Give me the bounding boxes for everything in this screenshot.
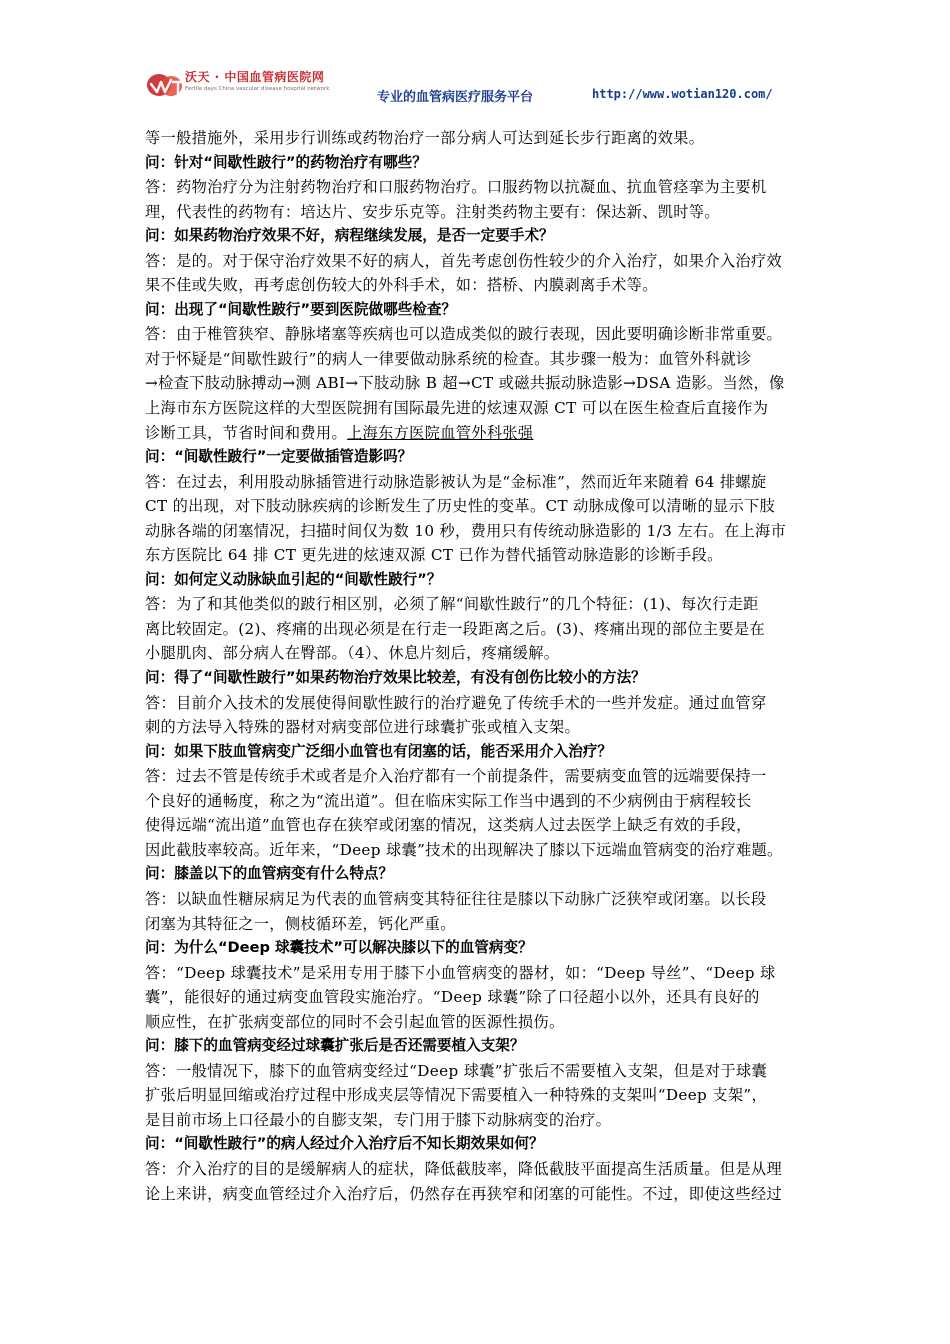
logo-english-text: Fertile days China vascular disease hospital network xyxy=(185,86,330,92)
answer-line xyxy=(145,838,810,863)
question-text: 问：为什么“Deep 球囊技术”可以解决膝以下的血管病变？ xyxy=(145,939,533,957)
answer-line xyxy=(145,494,810,519)
answer-line xyxy=(145,715,810,740)
question-line xyxy=(145,862,810,887)
answer-line xyxy=(145,789,810,814)
answer-line xyxy=(145,1108,810,1133)
answer-line xyxy=(145,470,810,495)
answer-text: 等一般措施外，采用步行训练或药物治疗一部分病人可达到延长步行距离的效果。 xyxy=(145,129,705,147)
answer-line xyxy=(145,519,810,544)
answer-line xyxy=(145,1010,810,1035)
answer-line xyxy=(145,421,810,446)
answer-line xyxy=(145,985,810,1010)
answer-text: 答：为了和其他类似的跛行相区别，必须了解“间歇性跛行”的几个特征：(1)、每次行走距 xyxy=(145,595,759,614)
question-line xyxy=(145,298,810,323)
answer-line xyxy=(145,322,810,347)
answer-text: 上海市东方医院这样的大型医院拥有国际最先进的炫速双源 CT 可以在医生检查后直接作为 xyxy=(145,399,769,418)
question-line xyxy=(145,151,810,176)
question-text: 问：“间歇性跛行”一定要做插管造影吗？ xyxy=(145,448,413,466)
answer-text: 答：以缺血性糖尿病足为代表的血管病变其特征往往是膝以下动脉广泛狭窄或闭塞。以长段 xyxy=(145,889,767,908)
answer-text: 答：药物治疗分为注射药物治疗和口服药物治疗。口服药物以抗凝血、抗血管痉挛为主要机 xyxy=(145,178,767,197)
answer-text: 离比较固定。(2)、疼痛的出现必须是在行走一段距离之后。(3)、疼痛出现的部位主要是在 xyxy=(145,619,766,638)
answer-line xyxy=(145,887,810,912)
document-body xyxy=(145,126,810,1206)
answer-text: 理，代表性的药物有：培达片、安步乐克等。注射类药物主要有：保达新、凯时等。 xyxy=(145,202,720,221)
answer-line xyxy=(145,691,810,716)
answer-text: 果不佳或失败，再考虑创伤较大的外科手术，如：搭桥、内膜剥离手术等。 xyxy=(145,276,658,295)
answer-text: 闭塞为其特征之一，侧枝循环差，钙化严重。 xyxy=(145,914,456,933)
logo-chinese-text: 沃天 · 中国血管病医院网 xyxy=(185,70,325,84)
answer-text: 个良好的通畅度，称之为“流出道”。但在临床实际工作当中遇到的不少病例由于病程较长 xyxy=(145,791,752,810)
header-url-link[interactable]: http://www.wotian120.com/ xyxy=(592,87,773,101)
question-line xyxy=(145,1034,810,1059)
answer-text: 答：过去不管是传统手术或者是介入治疗都有一个前提条件，需要病变血管的远端要保持一 xyxy=(145,767,767,786)
answer-text: 答：由于椎管狭窄、静脉堵塞等疾病也可以造成类似的跛行表现，因此要明确诊断非常重要。 xyxy=(145,325,783,344)
answer-line xyxy=(145,641,810,666)
answer-text: 是目前市场上口径最小的自膨支架，专门用于膝下动脉病变的治疗。 xyxy=(145,1110,612,1129)
question-line xyxy=(145,445,810,470)
answer-text: 小腿肌肉、部分病人在臀部。（4）、休息片刻后，疼痛缓解。 xyxy=(145,644,560,663)
answer-text: →检查下肢动脉搏动→测 ABI→下肢动脉 B 超→CT 或磁共振动脉造影→DSA 造影。当然，像 xyxy=(145,374,785,393)
answer-line xyxy=(145,1059,810,1084)
question-text: 问：“间歇性跛行”的病人经过介入治疗后不知长期效果如何？ xyxy=(145,1135,544,1153)
answer-line xyxy=(145,617,810,642)
answer-text: 诊断工具，节省时间和费用。 xyxy=(145,423,347,442)
answer-line xyxy=(145,396,810,421)
answer-line xyxy=(145,200,810,225)
question-text: 问：膝盖以下的血管病变有什么特点？ xyxy=(145,865,394,883)
answer-text: 答：“Deep 球囊技术”是采用专用于膝下小血管病变的器材，如：“Deep 导丝”、“Deep 球 xyxy=(145,963,776,982)
question-line xyxy=(145,740,810,765)
question-line xyxy=(145,568,810,593)
answer-text: 因此截肢率较高。近年来，“Deep 球囊”技术的出现解决了膝以下远端血管病变的治疗难题。 xyxy=(145,840,783,859)
answer-text: 动脉各端的闭塞情况，扫描时间仅为数 10 秒，费用只有传统动脉造影的 1/3 左右。在上海市 xyxy=(145,521,787,540)
answer-text: 答：是的。对于保守治疗效果不好的病人，首先考虑创伤性较少的介入治疗，如果介入治疗效 xyxy=(145,251,783,270)
answer-text: 顺应性，在扩张病变部位的同时不会引起血管的医源性损伤。 xyxy=(145,1012,565,1031)
question-line xyxy=(145,666,810,691)
answer-text: CT 的出现，对下肢动脉疾病的诊断发生了历史性的变革。CT 动脉成像可以清晰的显示下肢 xyxy=(145,497,776,516)
answer-text: 东方医院比 64 排 CT 更先进的炫速双源 CT 已作为替代插管动脉造影的诊断手段。 xyxy=(145,546,723,565)
answer-line xyxy=(145,347,810,372)
site-logo[interactable] xyxy=(145,66,335,106)
answer-line xyxy=(145,1182,810,1207)
answer-line xyxy=(145,273,810,298)
answer-text: 刺的方法导入特殊的器材对病变部位进行球囊扩张或植入支架。 xyxy=(145,718,581,737)
question-line xyxy=(145,936,810,961)
answer-line xyxy=(145,371,810,396)
header-tagline: 专业的血管病医疗服务平台 xyxy=(377,90,534,105)
question-text: 问：如何定义动脉缺血引起的“间歇性跛行”？ xyxy=(145,570,442,588)
answer-text: 对于怀疑是“间歇性跛行”的病人一律要做动脉系统的检查。其步骤一般为：血管外科就诊 xyxy=(145,349,752,368)
doctor-link[interactable]: 上海东方医院血管外科张强 xyxy=(347,423,534,442)
question-text: 问：膝下的血管病变经过球囊扩张后是否还需要植入支架？ xyxy=(145,1037,525,1055)
question-text: 问：得了“间歇性跛行”如果药物治疗效果比较差，有没有创伤比较小的方法？ xyxy=(145,669,646,687)
answer-line xyxy=(145,543,810,568)
answer-text: 答：介入治疗的目的是缓解病人的症状，降低截肢率，降低截肢平面提高生活质量。但是从理 xyxy=(145,1159,783,1178)
answer-line xyxy=(145,175,810,200)
answer-line xyxy=(145,126,810,151)
answer-line xyxy=(145,1083,810,1108)
answer-line xyxy=(145,912,810,937)
answer-text: 论上来讲，病变血管经过介入治疗后，仍然存在再狭窄和闭塞的可能性。不过，即使这些经过 xyxy=(145,1184,783,1203)
answer-line xyxy=(145,592,810,617)
answer-text: 囊”，能很好的通过病变血管段实施治疗。“Deep 球囊”除了口径超小以外，还具有良好的 xyxy=(145,988,760,1007)
answer-line xyxy=(145,1157,810,1182)
answer-line xyxy=(145,961,810,986)
question-text: 问：出现了“间歇性跛行”要到医院做哪些检查？ xyxy=(145,300,457,318)
answer-text: 答：一般情况下，膝下的血管病变经过“Deep 球囊”扩张后不需要植入支架，但是对于球囊 xyxy=(145,1061,768,1080)
answer-text: 扩张后明显回缩或治疗过程中形成夹层等情况下需要植入一种特殊的支架叫“Deep 支架”， xyxy=(145,1086,768,1105)
question-line xyxy=(145,1132,810,1157)
question-text: 问：如果下肢血管病变广泛细小血管也有闭塞的话，能否采用介入治疗？ xyxy=(145,742,613,760)
question-text: 问：针对“间歇性跛行”的药物治疗有哪些？ xyxy=(145,153,427,171)
answer-line xyxy=(145,764,810,789)
answer-line xyxy=(145,813,810,838)
answer-line xyxy=(145,249,810,274)
answer-text: 答：在过去，利用股动脉插管进行动脉造影被认为是“金标准”，然而近年来随着 64 排螺旋 xyxy=(145,472,767,491)
answer-text: 答：目前介入技术的发展使得间歇性跛行的治疗避免了传统手术的一些并发症。通过血管穿 xyxy=(145,693,767,712)
answer-text: 使得远端“流出道”血管也存在狭窄或闭塞的情况，这类病人过去医学上缺乏有效的手段， xyxy=(145,816,752,835)
logo-mark-icon xyxy=(145,70,189,98)
question-line xyxy=(145,224,810,249)
question-text: 问：如果药物治疗效果不好，病程继续发展，是否一定要手术？ xyxy=(145,227,554,245)
page-header xyxy=(145,66,805,106)
